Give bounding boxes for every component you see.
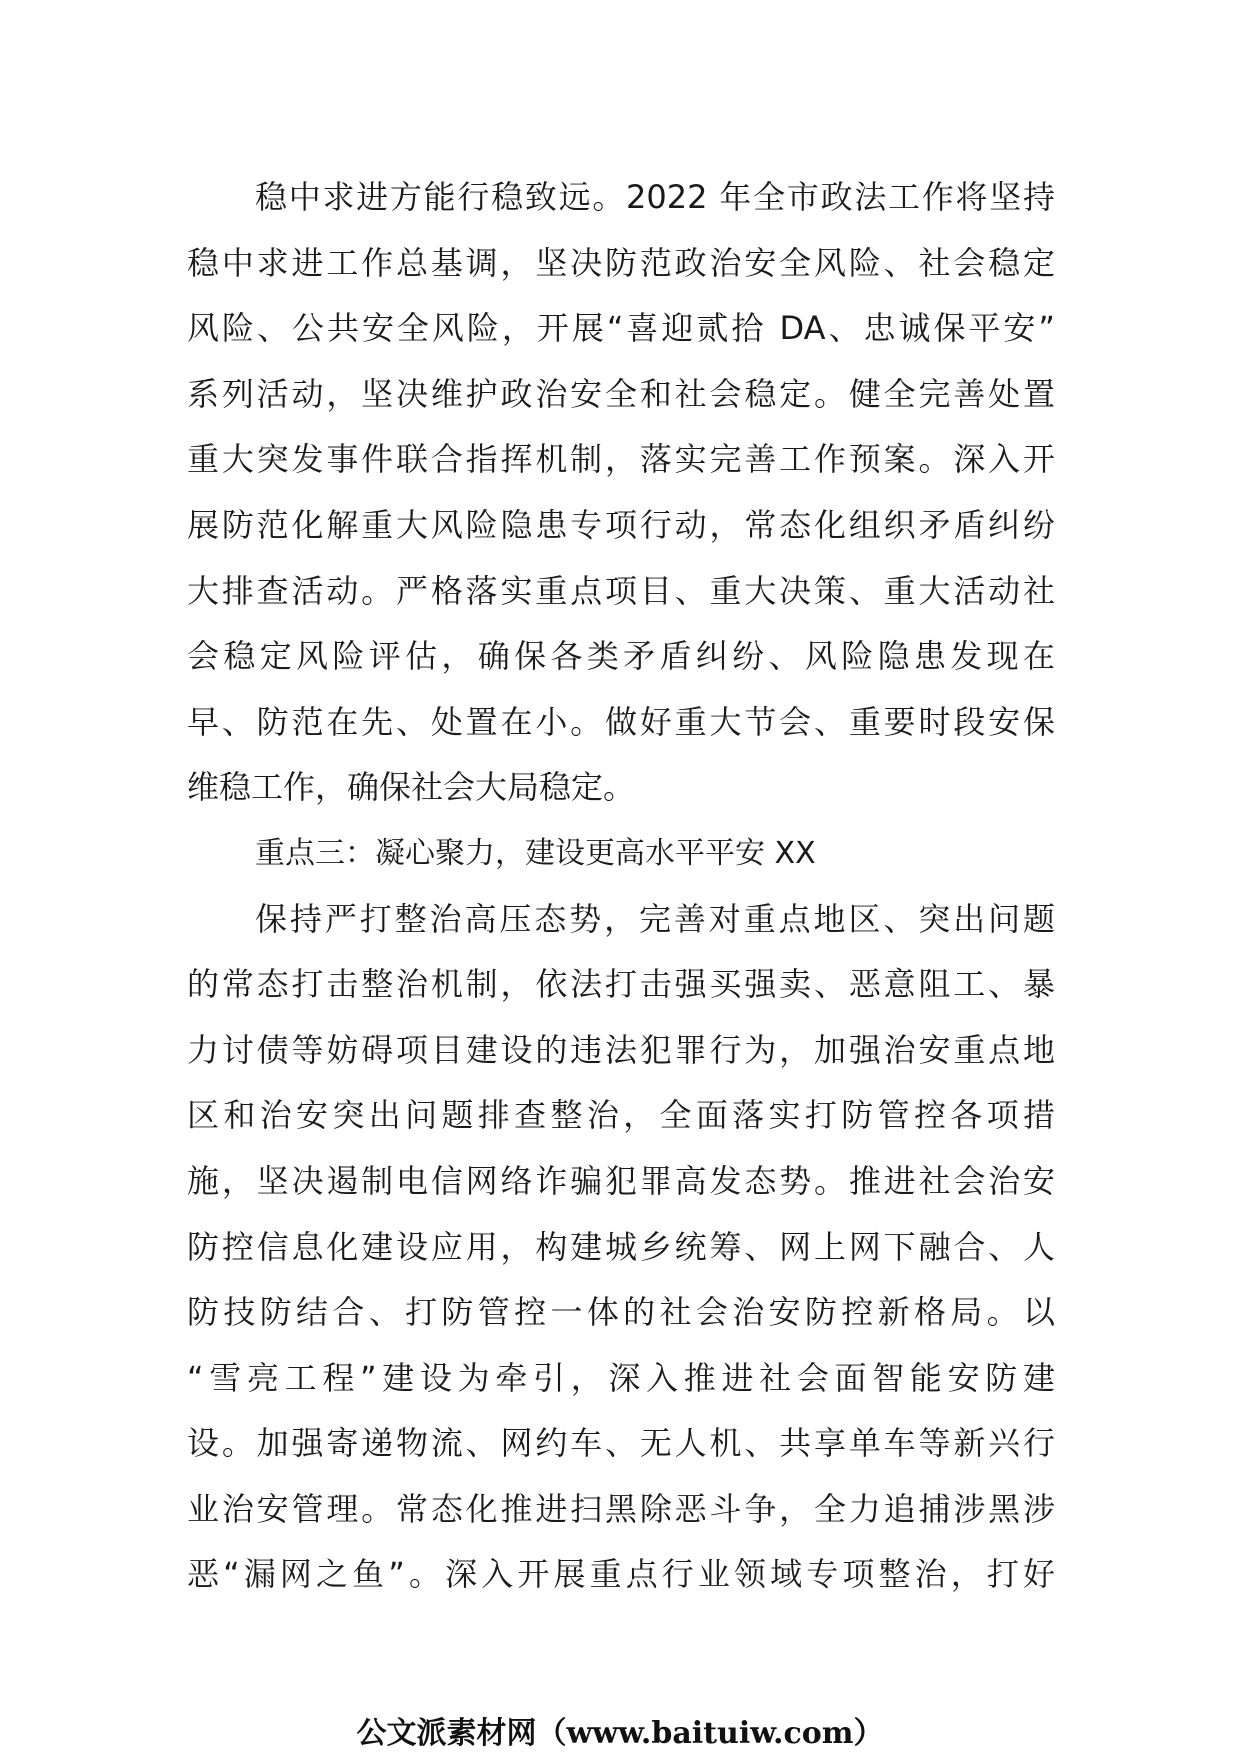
text-line: 稳中求进方能行稳致远。2022 年全市政法工作将坚持 xyxy=(255,178,1055,216)
document-body xyxy=(187,165,1055,1608)
text-line: 系列活动，坚决维护政治安全和社会稳定。健全完善处置 xyxy=(187,374,1055,413)
text-line: 施，坚决遏制电信网络诈骗犯罪高发态势。推进社会治安 xyxy=(187,1161,1055,1200)
text-line: 恶“漏网之鱼”。深入开展重点行业领域专项整治，打好 xyxy=(187,1555,1055,1594)
section-heading: 重点三：凝心聚力，建设更高水平平安 XX xyxy=(255,835,816,871)
text-line: 区和治安突出问题排查整治，全面落实打防管控各项措 xyxy=(187,1096,1055,1135)
text-line: 的常态打击整治机制，依法打击强买强卖、恶意阻工、暴 xyxy=(187,965,1055,1004)
footer-watermark: 公文派素材网（www.baituiw.com） xyxy=(356,1716,884,1751)
paragraph-stability xyxy=(187,165,1055,821)
text-line: 保持严打整治高压态势，完善对重点地区、突出问题 xyxy=(255,899,1055,938)
text-line: 力讨债等妨碍项目建设的违法犯罪行为，加强治安重点地 xyxy=(187,1030,1055,1069)
text-line: 风险、公共安全风险，开展“喜迎贰拾 DA、忠诚保平安” xyxy=(187,309,1055,348)
text-line: 重大突发事件联合指挥机制，落实完善工作预案。深入开 xyxy=(187,440,1055,479)
text-line: 维稳工作，确保社会大局稳定。 xyxy=(187,768,636,807)
paragraph-crackdown xyxy=(187,887,1055,1609)
text-line: 防控信息化建设应用，构建城乡统筹、网上网下融合、人 xyxy=(187,1227,1055,1266)
text-line: 业治安管理。常态化推进扫黑除恶斗争，全力追捕涉黑涉 xyxy=(187,1489,1055,1528)
text-line: 会稳定风险评估，确保各类矛盾纠纷、风险隐患发现在 xyxy=(187,637,1055,676)
text-line: 防技防结合、打防管控一体的社会治安防控新格局。以 xyxy=(187,1293,1055,1332)
text-line: 设。加强寄递物流、网约车、无人机、共享单车等新兴行 xyxy=(187,1424,1055,1463)
text-line: 大排查活动。严格落实重点项目、重大决策、重大活动社 xyxy=(187,571,1055,610)
text-line: 展防范化解重大风险隐患专项行动，常态化组织矛盾纠纷 xyxy=(187,505,1055,544)
text-line: “雪亮工程”建设为牵引，深入推进社会面智能安防建 xyxy=(187,1358,1055,1397)
text-line: 稳中求进工作总基调，坚决防范政治安全风险、社会稳定 xyxy=(187,243,1055,282)
text-line: 早、防范在先、处置在小。做好重大节会、重要时段安保 xyxy=(187,702,1055,741)
